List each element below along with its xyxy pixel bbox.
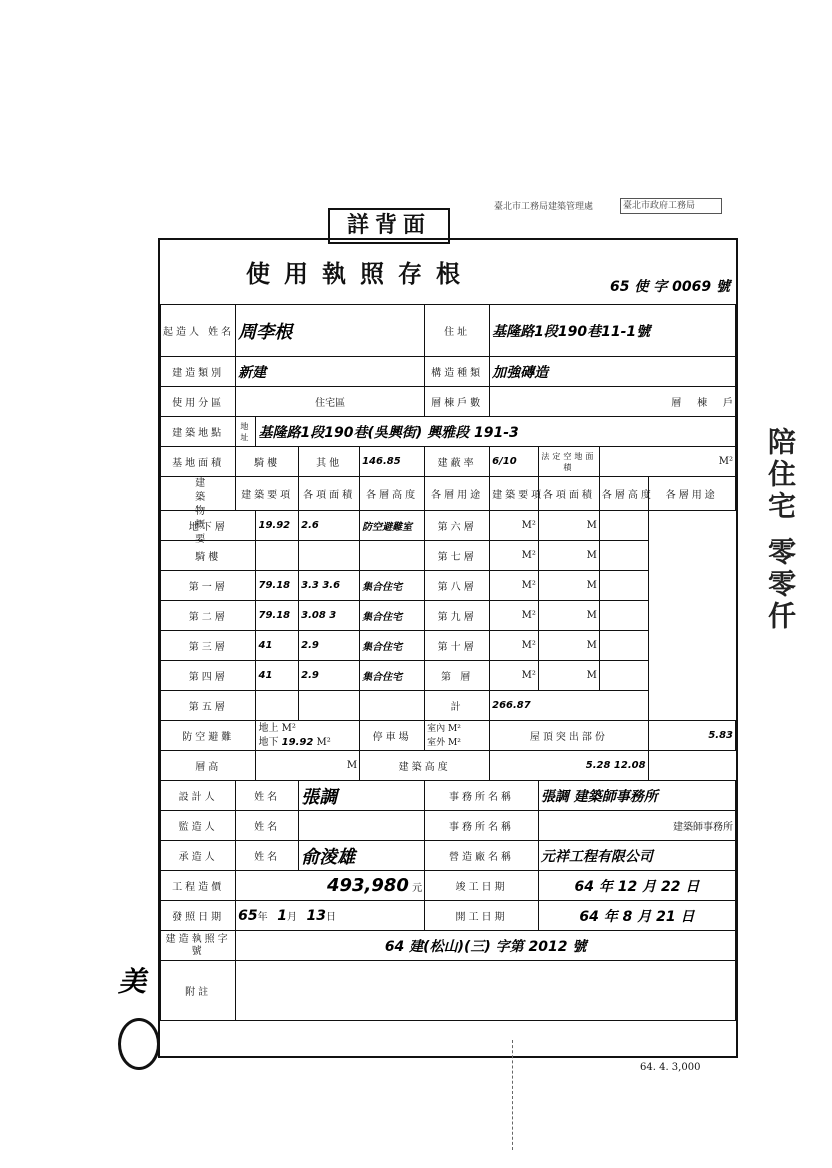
floor-height-unit: M <box>256 751 360 781</box>
supervisor-office-label: 事務所名稱 <box>425 811 539 841</box>
floor-row <box>161 691 736 721</box>
permit-number: 65 使 字 0069 號 <box>610 279 730 295</box>
print-code: 64. 4. 3,000 <box>640 1062 701 1073</box>
address-label: 住址 <box>425 305 490 357</box>
cost-label: 工程造價 <box>161 871 236 901</box>
floor-name-right: 第八層 <box>425 571 490 601</box>
arcade-label: 騎樓 <box>236 447 299 477</box>
structure-type-label: 構造種類 <box>425 357 490 387</box>
below-ground-label: 地下 <box>258 736 279 748</box>
floor-row <box>161 661 736 691</box>
floor-name: 第四層 <box>161 661 256 691</box>
above-ground-unit: M² <box>281 722 296 734</box>
basement-shelter-area: 19.92 <box>281 736 314 748</box>
floor-name-right: 第七層 <box>425 541 490 571</box>
issue-month: 1 <box>277 907 287 924</box>
use-zone-label: 使用分區 <box>161 387 236 417</box>
completion-date: 64 年 12 月 22 日 <box>538 871 735 901</box>
air-raid-values <box>256 721 360 751</box>
indoor-unit: M² <box>448 723 461 734</box>
supervisor-name-label: 姓名 <box>236 811 299 841</box>
air-raid-label: 防空避難 <box>161 721 256 751</box>
floor-area <box>256 691 299 721</box>
floor-name: 第五層 <box>161 691 256 721</box>
floor-row <box>161 631 736 661</box>
col-height-header: 各層高度 <box>360 477 425 511</box>
floor-unit: 層 <box>671 398 682 409</box>
year-unit: 年 <box>257 911 268 923</box>
building-outline-label: 建築物概要 <box>161 477 236 511</box>
floor-height <box>299 691 360 721</box>
applicant-address: 基隆路1段190巷11-1號 <box>490 305 736 357</box>
contractor-firm: 元祥工程有限公司 <box>538 841 735 871</box>
floor-name: 第三層 <box>161 631 256 661</box>
floor-height: 2.9 <box>299 661 360 691</box>
contractor-name-label: 姓名 <box>236 841 299 871</box>
floor-use: 防空避難室 <box>360 511 425 541</box>
floor-area: 41 <box>256 631 299 661</box>
floor-area-unit-right: M² <box>490 511 539 541</box>
col-item-header: 建築要項 <box>236 477 299 511</box>
building-height-value: 5.28 12.08 <box>490 751 648 781</box>
cost-value: 493,980 <box>326 875 409 896</box>
floor-row <box>161 571 736 601</box>
issue-date-label: 發照日期 <box>161 901 236 931</box>
floor-height-unit-right: M <box>538 661 599 691</box>
bottom-stamp-mark <box>512 1040 549 1150</box>
start-date-label: 開工日期 <box>425 901 539 931</box>
agency-stamp-right: 臺北市政府工務局 <box>620 198 722 214</box>
margin-note-right: 陪住宅 零零仟 <box>764 427 797 633</box>
floor-height-unit-right: M <box>538 511 599 541</box>
floor-area: 41 <box>256 661 299 691</box>
parking-label: 停車場 <box>360 721 425 751</box>
contractor-name: 俞淩雄 <box>299 841 425 871</box>
contractor-label: 承造人 <box>161 841 236 871</box>
month-unit: 月 <box>286 911 297 923</box>
floor-use <box>360 541 425 571</box>
floor-name-right: 第十層 <box>425 631 490 661</box>
floor-height: 2.9 <box>299 631 360 661</box>
form-title: 使用執照存根 <box>246 259 474 288</box>
above-ground-label: 地上 <box>258 722 279 734</box>
col-use-header-right: 各層用途 <box>648 477 735 511</box>
indoor-label: 室內 <box>427 723 446 734</box>
day-unit: 日 <box>325 911 336 923</box>
build-permit-label: 建造執照字號 <box>161 931 236 961</box>
floor-height: 3.08 3 <box>299 601 360 631</box>
col-item-header-right: 建築要項 <box>490 477 539 511</box>
floor-area-unit-right: M² <box>490 541 539 571</box>
floor-area: 79.18 <box>256 571 299 601</box>
supervisor-label: 監造人 <box>161 811 236 841</box>
site-total: 146.85 <box>360 447 425 477</box>
total-area: 266.87 <box>490 691 648 721</box>
site-area-label: 基地面積 <box>161 447 236 477</box>
floor-height-unit-right: M <box>538 601 599 631</box>
floors-units <box>490 387 736 417</box>
designer-office: 張調 建築師事務所 <box>538 781 735 811</box>
total-label: 計 <box>425 691 490 721</box>
building-height-label: 建築高度 <box>360 751 490 781</box>
below-ground-unit: M² <box>316 736 331 748</box>
floor-height: 3.3 3.6 <box>299 571 360 601</box>
floor-rows <box>161 511 736 721</box>
floor-use-right <box>599 601 648 631</box>
issue-day: 13 <box>306 907 326 924</box>
site-address: 基隆路1段190巷(吳興街) 興雅段 191-3 <box>256 417 736 447</box>
designer-name-label: 姓名 <box>236 781 299 811</box>
floor-use-right <box>599 631 648 661</box>
floor-row <box>161 511 736 541</box>
designer-label: 設計人 <box>161 781 236 811</box>
floor-use-right <box>599 661 648 691</box>
structure-type: 加強磚造 <box>490 357 736 387</box>
col-area-header: 各項面積 <box>299 477 360 511</box>
completion-label: 竣工日期 <box>425 871 539 901</box>
cost-cell <box>236 871 425 901</box>
use-zone: 住宅區 <box>236 387 425 417</box>
floor-height <box>299 541 360 571</box>
remarks-label: 附註 <box>161 961 236 1021</box>
coverage-ratio: 6/10 <box>490 447 539 477</box>
floor-use: 集合住宅 <box>360 571 425 601</box>
yuan-unit: 元 <box>412 883 423 894</box>
designer-office-label: 事務所名稱 <box>425 781 539 811</box>
rooftop-label: 屋頂突出部份 <box>490 721 648 751</box>
agency-stamp-left: 臺北市工務局建築管理處 <box>494 202 594 212</box>
floor-use: 集合住宅 <box>360 661 425 691</box>
floor-area-unit-right: M² <box>490 571 539 601</box>
floor-height: 2.6 <box>299 511 360 541</box>
floor-area-unit-right: M² <box>490 601 539 631</box>
floor-use: 集合住宅 <box>360 601 425 631</box>
floor-height-unit-right: M <box>538 631 599 661</box>
designer-name: 張調 <box>299 781 425 811</box>
floor-name-right: 第六層 <box>425 511 490 541</box>
floor-height-unit-right: M <box>538 571 599 601</box>
building-unit: 棟 <box>697 398 708 409</box>
building-category: 新建 <box>236 357 425 387</box>
other-label: 其他 <box>299 447 360 477</box>
permit-table <box>160 304 736 1021</box>
floor-name: 地下層 <box>161 511 256 541</box>
floor-use: 集合住宅 <box>360 631 425 661</box>
floor-height-unit-right: M <box>538 541 599 571</box>
issue-date <box>236 901 425 931</box>
floor-area <box>256 541 299 571</box>
remarks <box>236 961 736 1021</box>
col-area-header-right: 各項面積 <box>538 477 599 511</box>
floor-name: 第一層 <box>161 571 256 601</box>
col-use-header: 各層用途 <box>425 477 490 511</box>
applicant-name: 周李根 <box>236 305 425 357</box>
supervisor-name <box>299 811 425 841</box>
outdoor-label: 室外 <box>427 737 446 748</box>
floor-area-unit-right: M² <box>490 661 539 691</box>
outdoor-unit: M² <box>448 737 461 748</box>
floor-use-right <box>599 541 648 571</box>
floor-use-right <box>599 511 648 541</box>
col-height-header-right: 各層高度 <box>599 477 648 511</box>
contractor-firm-label: 營造廠名稱 <box>425 841 539 871</box>
floor-name: 第二層 <box>161 601 256 631</box>
floors-units-label: 層棟戶數 <box>425 387 490 417</box>
floor-area: 79.18 <box>256 601 299 631</box>
seal-mark <box>118 1018 160 1070</box>
applicant-label: 起造人 姓名 <box>161 305 236 357</box>
legal-open-space-unit: M² <box>599 447 735 477</box>
coverage-label: 建蔽率 <box>425 447 490 477</box>
floor-use <box>360 691 425 721</box>
floor-row <box>161 541 736 571</box>
floor-height-label: 層高 <box>161 751 256 781</box>
floor-name-right: 第 層 <box>425 661 490 691</box>
floor-area-unit-right: M² <box>490 631 539 661</box>
floor-row <box>161 601 736 631</box>
floor-name: 騎樓 <box>161 541 256 571</box>
start-date: 64 年 8 月 21 日 <box>538 901 735 931</box>
margin-note-left: 美 <box>118 965 147 998</box>
building-category-label: 建造類別 <box>161 357 236 387</box>
rooftop-area: 5.83 <box>648 721 735 751</box>
legal-open-space-label: 法定空地面積 <box>538 447 599 477</box>
build-permit-number: 64 建(松山)(三) 字第 2012 號 <box>236 931 736 961</box>
site-prefix: 地址 <box>236 417 256 447</box>
floor-area: 19.92 <box>256 511 299 541</box>
supervisor-office: 建築師事務所 <box>538 811 735 841</box>
floor-use-right <box>599 571 648 601</box>
back-side-stamp: 詳背面 <box>328 208 450 244</box>
parking-values <box>425 721 490 751</box>
floor-name-right: 第九層 <box>425 601 490 631</box>
household-unit: 戶 <box>723 398 733 409</box>
issue-year: 65 <box>238 907 258 924</box>
site-location-label: 建築地點 <box>161 417 236 447</box>
permit-stub-form <box>158 238 738 1058</box>
